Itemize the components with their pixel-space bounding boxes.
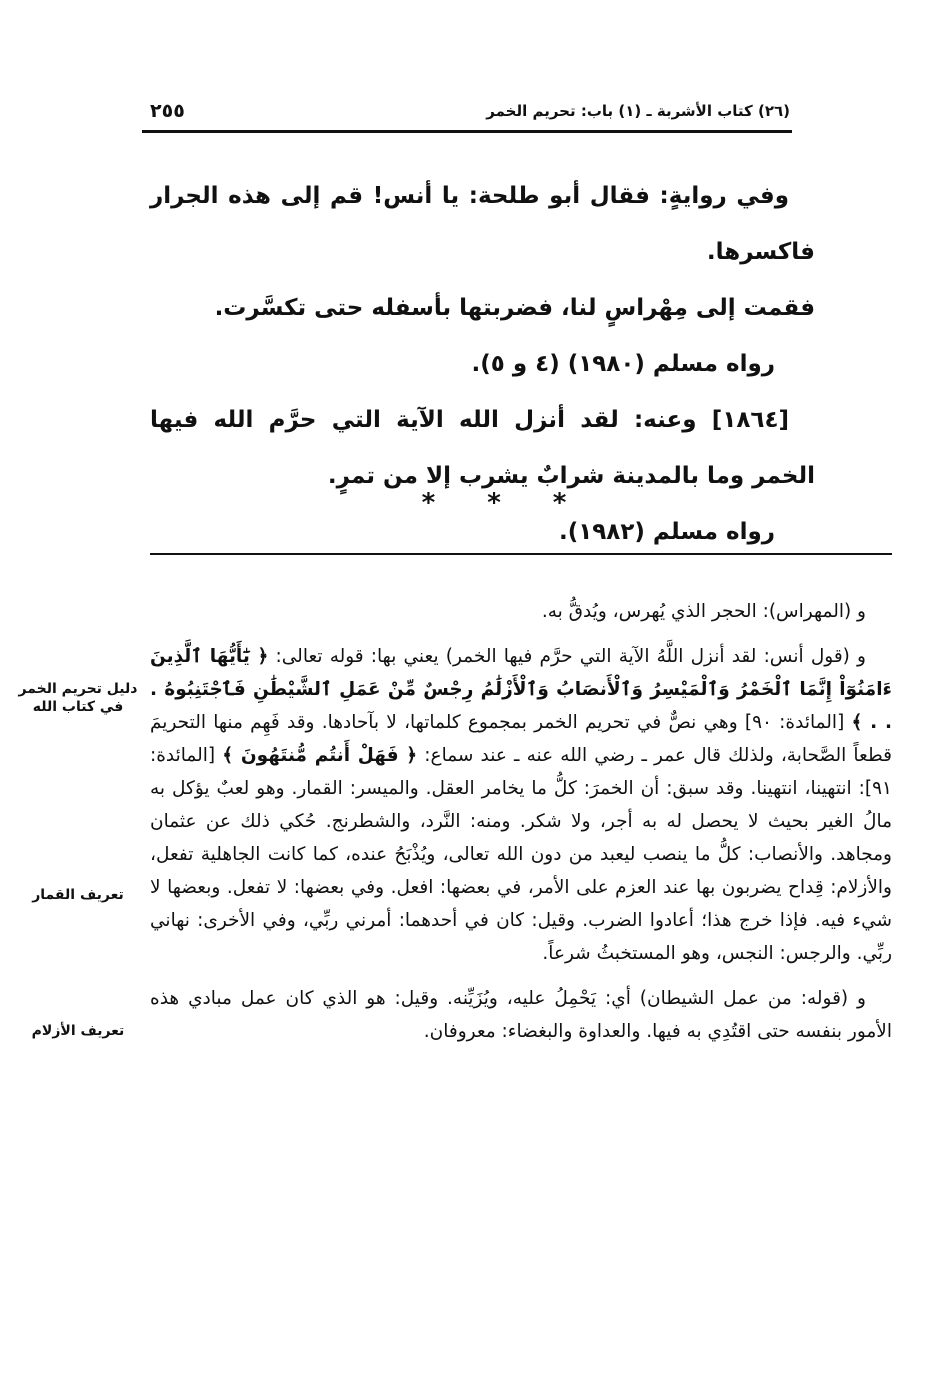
riwaya-line-1: وفي روايةٍ: فقال أبو طلحة: يا أنس! قم إلى هذه الجرار فاكسرها. <box>150 183 815 265</box>
star-ornament: * <box>421 488 488 518</box>
riwaya-line-2: فقمت إلى مِهْراسٍ لنا، فضربتها بأسفله حتى تكسَّرت. <box>214 295 815 321</box>
star-ornament: * <box>487 488 553 518</box>
commentary-block <box>150 595 892 1060</box>
chapter-title: (٢٦) كتاب الأشربة ـ (١) باب: تحريم الخمر <box>486 102 790 120</box>
margin-note-khamr: دليل تحريم الخمر في كتاب الله <box>18 681 138 715</box>
hadith-1864: [١٨٦٤] وعنه: لقد أنزل الله الآية التي حرَّم الله فيها الخمر وما بالمدينة شرابٌ يشرب إلا من تمرٍ. <box>150 407 815 489</box>
margin-note-qimar: تعريف القمار <box>32 887 124 903</box>
commentary-text: [المائدة: ٩٠] وهي نصٌّ في تحريم الخمر بمجموع كلماتها، لا بآحادها. وقد فَهِم منها التحريمَ قطعاً الصَّحابة، ولذلك قال عمر ـ رضي الله عنه ـ عند سماع: <box>150 712 892 766</box>
hadith-reference-1: رواه مسلم (١٩٨٠) (٤ و ٥). <box>471 351 775 377</box>
commentary-text: [المائدة: ٩١]: انتهينا، انتهينا. وقد سبق: أن الخمرَ: كلُّ ما يخامر العقل. والميسر: القمار. وهو لعبٌ يؤكل به مالُ الغير بحيث لا يحصل له به أجر، ولا شكر. ومنه: النَّرد، والشطرنج. حُكي ذلك عن عثمان ومجاهد. والأنصاب: كلُّ ما ينصب ليعبد من دون الله تعالى، ويُذْبَحُ عنده، كما كانت الجاهلية تفعل، والأزلام: قِداح يضربون بها عند العزم على الأمر، في بعضها: افعل. وفي بعضها: لا تفعل. وبعضها لا شيء فيه. فإذا خرج هذا؛ أعادوا الضرب. وقيل: كان في أحدهما: أمرني ربِّي، وفي الأخرى: نهاني ربِّي. والرجس: النجس، وهو المستخبثُ شرعاً. <box>150 745 892 964</box>
quran-verse: ﴿ فَهَلْ أَنتُم مُّنتَهُونَ ﴾ <box>222 745 418 766</box>
quran-verse: ﴿ يَٰٓأَيُّهَا ٱلَّذِينَ ءَامَنُوٓاْ إِنَّمَا ٱلْخَمْرُ وَٱلْمَيْسِرُ وَٱلْأَنصَابُ وَٱلْأَزْلَٰمُ رِجْسٌ مِّنْ عَمَلِ ٱلشَّيْطَٰنِ فَٱجْتَنِبُوهُ . . . ﴾ <box>150 646 892 733</box>
commentary-divider <box>150 553 892 555</box>
hadith-reference-2: رواه مسلم (١٩٨٢). <box>558 519 775 545</box>
page-number: ٢٥٥ <box>150 100 185 122</box>
commentary-paragraph-3: و (قوله: من عمل الشيطان) أي: يَحْمِلُ عليه، ويُزَيِّنه. وقيل: هو الذي كان عمل مبادي هذه الأمور بنفسه حتى اقتُدِي به فيها. والعداوة والبغضاء: معروفان. <box>150 988 892 1042</box>
star-ornament: * <box>552 488 619 518</box>
section-separator-stars <box>420 488 620 518</box>
commentary-paragraph-2 <box>150 640 892 970</box>
commentary-text: و (قول أنس: لقد أنزل اللَّهُ الآية التي حرَّم فيها الخمر) يعني بها: قوله تعالى: <box>275 646 866 667</box>
margin-note-azlam: تعريف الأزلام <box>31 1023 125 1039</box>
running-header <box>150 100 790 128</box>
header-rule <box>142 130 792 133</box>
commentary-paragraph-1: و (المهراس): الحجر الذي يُهرس، ويُدقُّ به. <box>541 601 866 622</box>
